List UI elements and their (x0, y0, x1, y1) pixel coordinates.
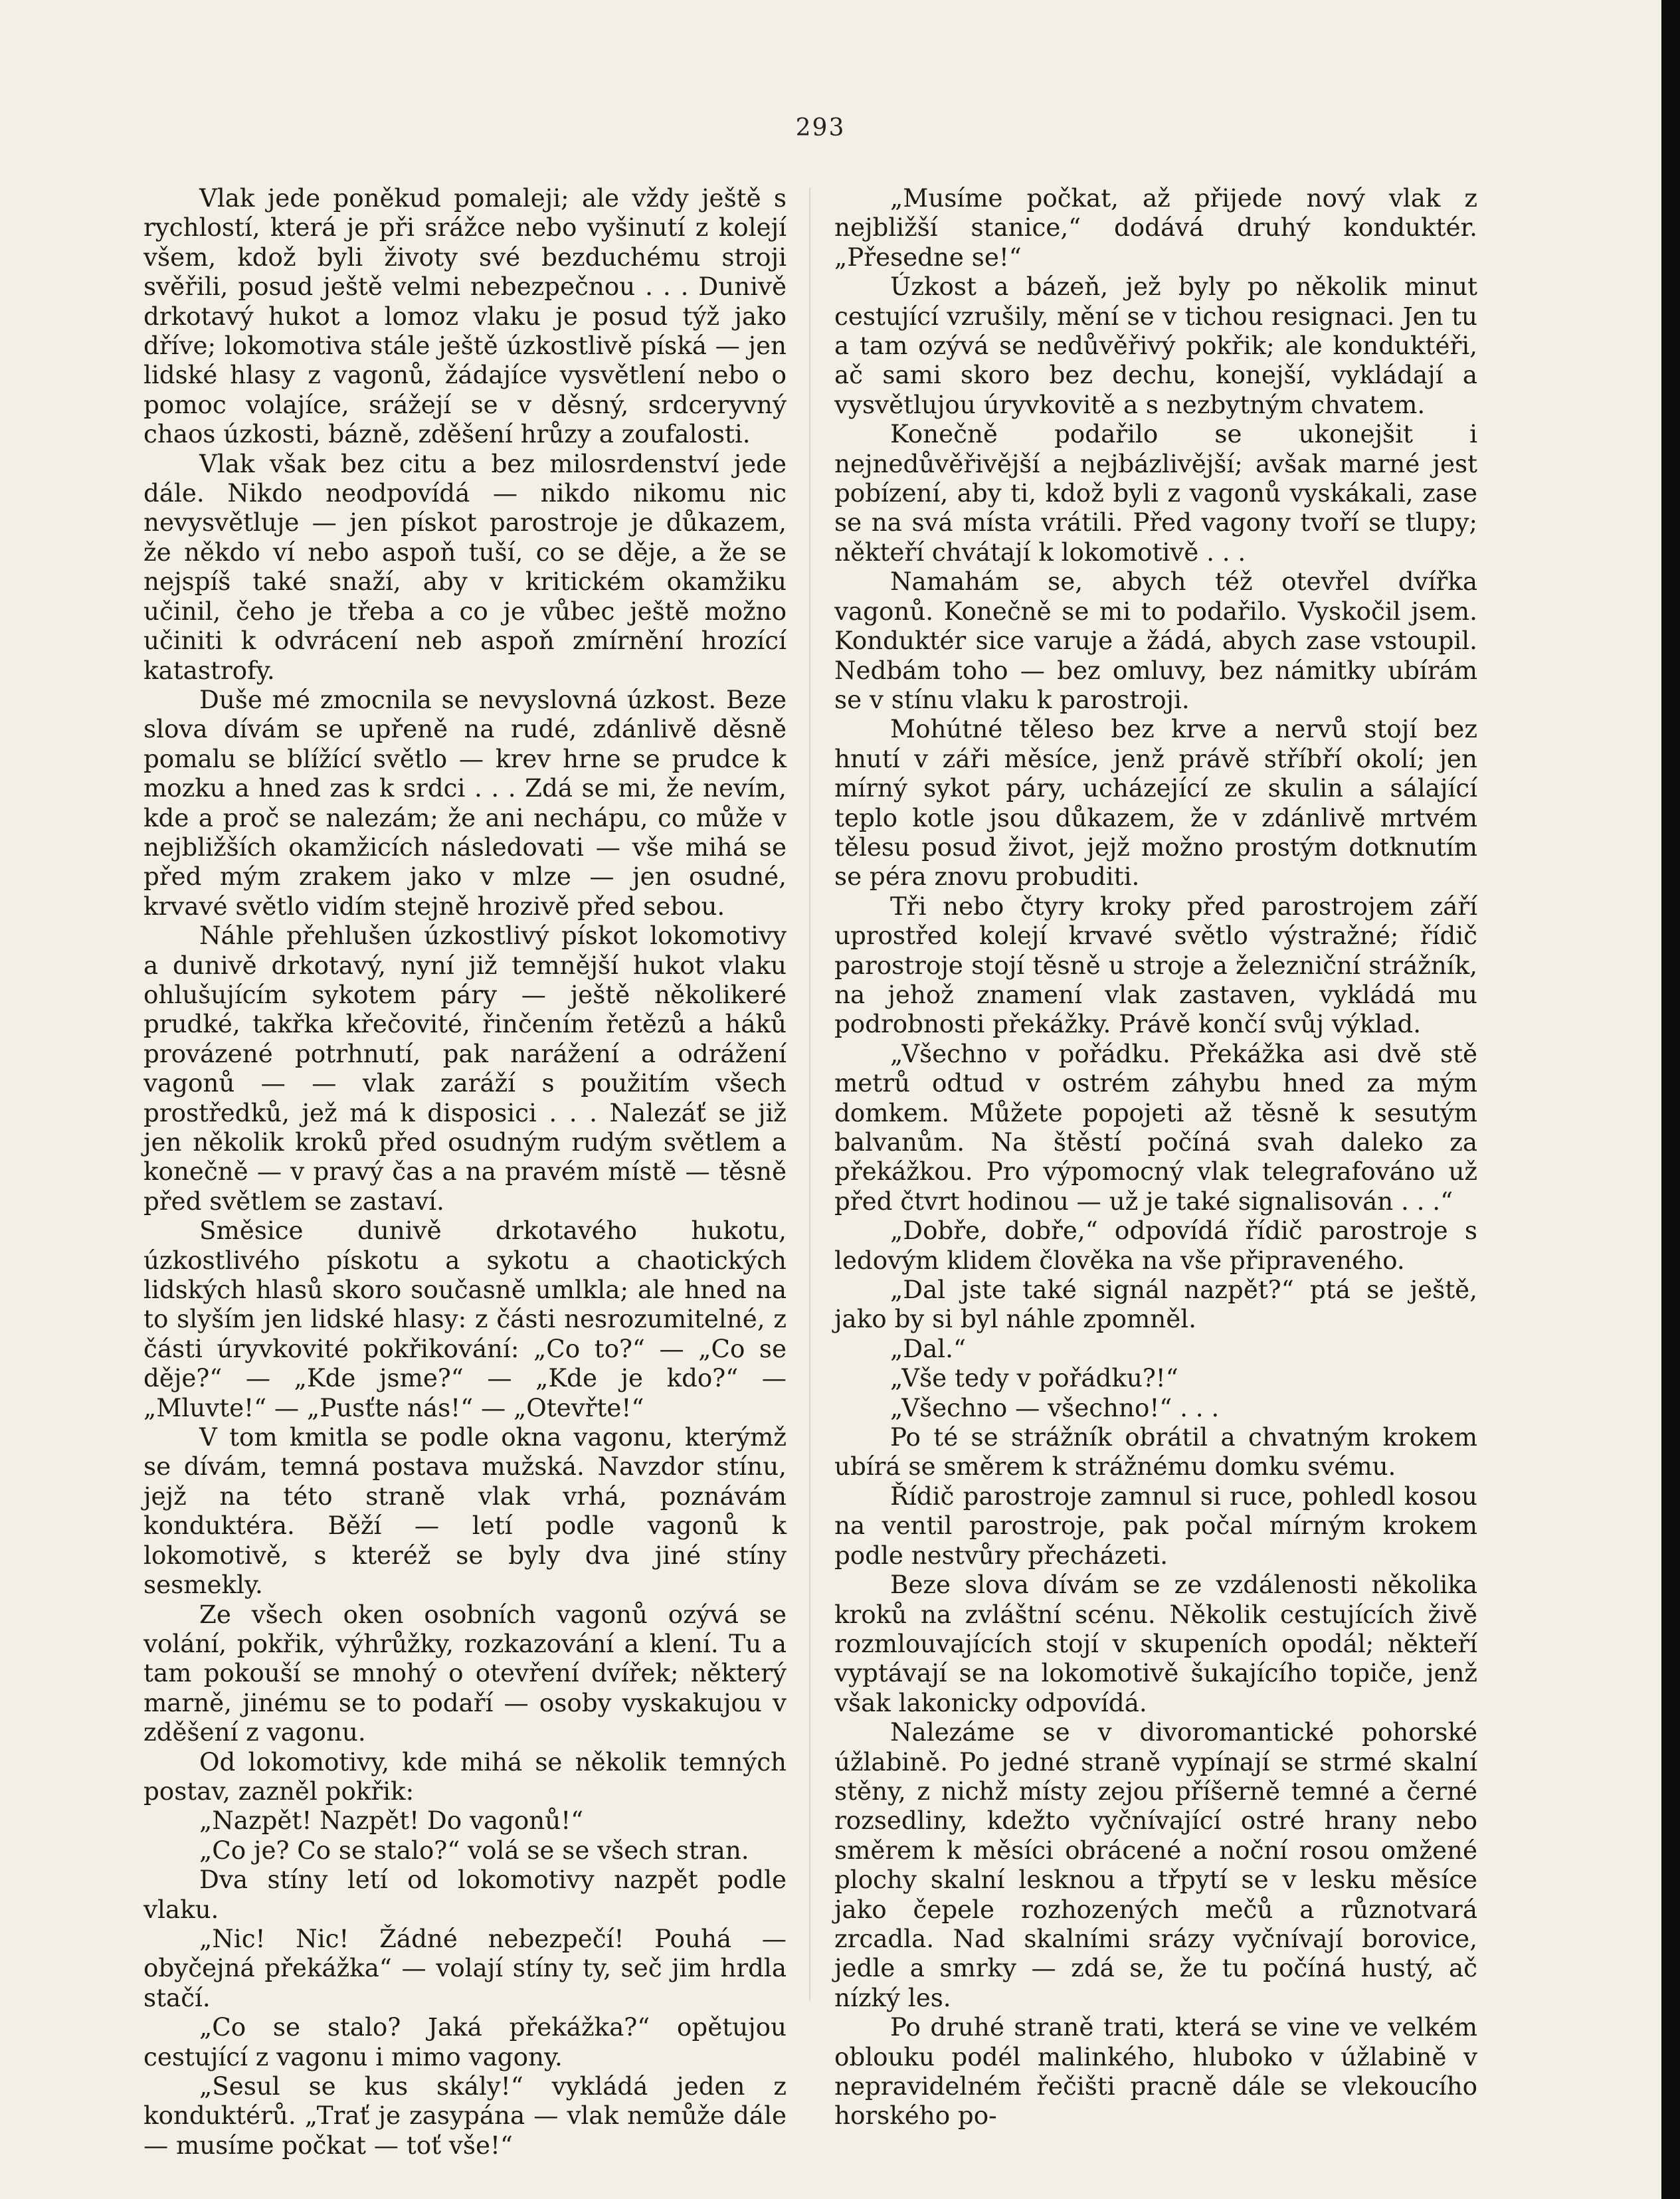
paragraph: Tři nebo čtyry kroky před parostrojem září uprostřed kolejí krvavé světlo výstražné; řídič parostroje stojí těsně u stroje a železniční strážník, na jehož znamení vlak zastaven, vykládá mu podrobnosti překážky. Právě končí svůj výklad. (834, 891, 1477, 1039)
paragraph: V tom kmitla se podle okna vagonu, kterýmž se dívám, temná postava mužská. Navzdor stínu, jejž na této straně vlak vrhá, poznávám konduktéra. Běží — letí podle vagonů k lokomotivě, s kteréž se byly dva jiné stíny sesmekly. (143, 1422, 787, 1600)
paragraph: Po druhé straně trati, která se vine ve velkém oblouku podél malinkého, hluboko v úžlabině v nepravidelném řečišti pracně dále se vlekoucího horského po- (834, 2012, 1477, 2131)
paragraph: „Co se stalo? Jaká překážka?“ opětujou cestující z vagonu i mimo vagony. (143, 2012, 787, 2071)
paragraph: Náhle přehlušen úzkostlivý pískot lokomotivy a dunivě drkotavý, nyní již temnější hukot vlaku ohlušujícím sykotem páry — ještě několikeré prudké, takřka křečovité, řinčením řetězů a háků provázené potrhnutí, pak narážení a odrážení vagonů — — vlak zaráží s použitím všech prostředků, jež má k disposici . . . Nalezáť se již jen několik kroků před osudným rudým světlem a konečně — v pravý čas a na pravém místě — těsně před světlem se zastaví. (143, 921, 787, 1216)
paragraph: Úzkost a bázeň, jež byly po několik minut cestující vzrušily, mění se v tichou resignaci. Jen tu a tam ozývá se nedůvěřivý pokřik; ale konduktéři, ač sami skoro bez dechu, konejší, vykládají a vysvětlujou úryvkovitě a s nezbytným chvatem. (834, 272, 1477, 419)
paragraph: „Dal jste také signál nazpět?“ ptá se ještě, jako by si byl náhle zpomněl. (834, 1275, 1477, 1334)
paragraph: „Sesul se kus skály!“ vykládá jeden z konduktérů. „Trať je zasypána — vlak nemůže dále — musíme počkat — toť vše!“ (143, 2071, 787, 2160)
paragraph: Namahám se, abych též otevřel dvířka vagonů. Konečně se mi to podařilo. Vyskočil jsem. Konduktér sice varuje a žádá, abych zase vstoupil. Nedbám toho — bez omluvy, bez námitky ubírám se v stínu vlaku k parostroji. (834, 567, 1477, 714)
paragraph: „Dal.“ (890, 1333, 966, 1363)
paragraph: Ze všech oken osobních vagonů ozývá se volání, pokřik, výhrůžky, rozkazování a klení. Tu a tam pokouší se mnohý o otevření dvířek; některý marně, jinému se to podaří — osoby vyskakujou v zděšení z vagonu. (143, 1599, 787, 1747)
paragraph: Beze slova dívám se ze vzdálenosti několika kroků na zvláštní scénu. Několik cestujících živě rozmlouvajících stojí v skupeních opodál; někteří vyptávají se na lokomotivě šukajícího topiče, jenž však lakonicky odpovídá. (834, 1570, 1477, 1717)
page-number: 293 (795, 114, 846, 142)
paragraph: Řídič parostroje zamnul si ruce, pohledl kosou na ventil parostroje, pak počal mírným krokem podle nestvůry přecházeti. (834, 1481, 1477, 1570)
paragraph: Dva stíny letí od lokomotivy nazpět podle vlaku. (143, 1865, 787, 1924)
paragraph: Vlak však bez citu a bez milosrdenství jede dále. Nikdo neodpovídá — nikdo nikomu nic nevysvětluje — jen pískot parostroje je důkazem, že někdo ví nebo aspoň tuší, co se děje, a že se nejspíš také snaží, aby v kritickém okamžiku učinil, čeho je třeba a co je vůbec ještě možno učiniti k odvrácení neb aspoň zmírnění hrozící katastrofy. (143, 448, 787, 685)
paragraph: „Dobře, dobře,“ odpovídá řídič parostroje s ledovým klidem člověka na vše připraveného. (834, 1216, 1477, 1275)
left-column (143, 183, 787, 2160)
column-divider (809, 187, 810, 2001)
right-column (834, 183, 1477, 2131)
paragraph: Nalezáme se v divoromantické pohorské úžlabině. Po jedné straně vypínají se strmé skalní stěny, z nichž místy zejou příšerně temné a černé rozsedliny, kdežto vyčnívající ostré hrany nebo směrem k měsíci obrácené a noční rosou omžené plochy skalní lesknou a třpytí se v lesku měsíce jako čepele rozhozených mečů a různotvará zrcadla. Nad skalními srázy vyčnívají borovice, jedle a smrky — zdá se, že tu počíná hustý, ač nízký les. (834, 1717, 1477, 2012)
paragraph: „Co je? Co se stalo?“ volá se se všech stran. (199, 1835, 749, 1865)
scan-edge (1661, 0, 1680, 2199)
paragraph: „Nazpět! Nazpět! Do vagonů!“ (199, 1806, 584, 1836)
paragraph: Konečně podařilo se ukonejšit i nejnedůvěřivější a nejbázlivější; avšak marné jest pobízení, aby ti, kdož byli z vagonů vyskákali, zase se na svá místa vrátili. Před vagony tvoří se tlupy; někteří chvátají k lokomotivě . . . (834, 419, 1477, 567)
paragraph: „Vše tedy v pořádku?!“ (890, 1363, 1178, 1393)
paragraph: Mohútné těleso bez krve a nervů stojí bez hnutí v záři měsíce, jenž právě stříbří okolí; jen mírný sykot páry, ucházející ze skulin a sálající teplo kotle jsou důkazem, že v zdánlivě mrtvém tělesu posud život, jejž možno prostým dotknutím se péra znovu probuditi. (834, 714, 1477, 892)
paragraph: Od lokomotivy, kde mihá se několik temných postav, zazněl pokřik: (143, 1747, 787, 1806)
paragraph: „Všechno v pořádku. Překážka asi dvě stě metrů odtud v ostrém záhybu hned za mým domkem. Můžete popojeti až těsně k sesutým balvanům. Na štěstí počíná svah daleko za překážkou. Pro výpomocný vlak telegrafováno už před čtvrt hodinou — už je také signalisován . . .“ (834, 1038, 1477, 1216)
paragraph: Vlak jede poněkud pomaleji; ale vždy ještě s rychlostí, která je při srážce nebo vyšinutí z kolejí všem, kdož byli životy své bezduchému stroji svěřili, posud ještě velmi nebezpečnou . . . Dunivě drkotavý hukot a lomoz vlaku je posud týž jako dříve; lokomotiva stále ještě úzkostlivě píská — jen lidské hlasy z vagonů, žádajíce vysvětlení nebo o pomoc volajíce, srážejí se v děsný, srdceryvný chaos úzkosti, bázně, zděšení hrůzy a zoufalosti. (143, 183, 787, 449)
paragraph: Po té se strážník obrátil a chvatným krokem ubírá se směrem k strážnému domku svému. (834, 1422, 1477, 1482)
paragraph: Duše mé zmocnila se nevyslovná úzkost. Beze slova dívám se upřeně na rudé, zdánlivě děsně pomalu se blížící světlo — krev hrne se prudce k mozku a hned zas k srdci . . . Zdá se mi, že nevím, kde a proč se nalezám; že ani nechápu, co může v nejbližších okamžicích následovati — vše mihá se před mým zrakem jako v mlze — jen osudné, krvavé světlo vidím stejně hrozivě před sebou. (143, 684, 787, 921)
paragraph: Směsice dunivě drkotavého hukotu, úzkostlivého pískotu a sykotu a chaotických lidských hlasů skoro současně umlkla; ale hned na to slyším jen lidské hlasy: z části nesrozumitelné, z části úryvkovité pokřikování: „Co to?“ — „Co se děje?“ — „Kde jsme?“ — „Kde je kdo?“ — „Mluvte!“ — „Pusťte nás!“ — „Otevřte!“ (143, 1216, 787, 1422)
paragraph: „Musíme počkat, až přijede nový vlak z nejbližší stanice,“ dodává druhý konduktér. „Přesedne se!“ (834, 183, 1477, 272)
paragraph: „Všechno — všechno!“ . . . (890, 1392, 1220, 1422)
paragraph: „Nic! Nic! Žádné nebezpečí! Pouhá — obyčejná překážka“ — volají stíny ty, seč jim hrdla stačí. (143, 1923, 787, 2012)
